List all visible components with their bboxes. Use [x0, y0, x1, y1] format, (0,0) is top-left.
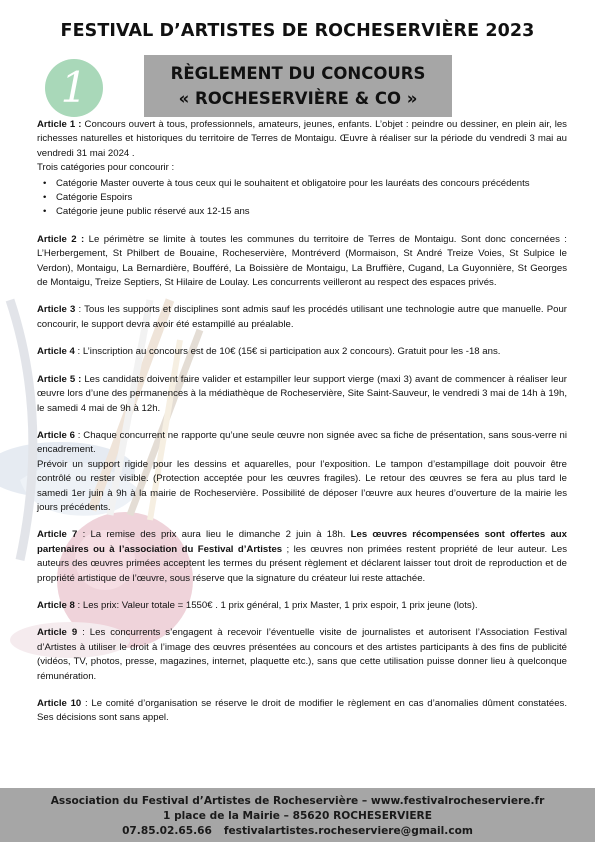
article-4-label: Article 4 — [37, 346, 75, 358]
article-3-text: : Tous les supports et disciplines sont admis sauf les procédés utilisant une technologie autre que manuelle. Pour concourir, le support devra avoir été estampillé au préalable. — [37, 304, 567, 330]
rules-title-line2: « ROCHESERVIÈRE & CO » — [178, 89, 418, 108]
page-title: FESTIVAL D’ARTISTES DE ROCHESERVIÈRE 2023 — [60, 21, 535, 41]
category-jeune-public: • Catégorie jeune public réservé aux 12-15 ans — [43, 205, 567, 219]
article-6 — [37, 429, 567, 515]
footer-contact — [0, 788, 595, 842]
rules-title-box — [144, 55, 452, 117]
article-7-bold-text: Les œuvres récompensées sont offertes aux partenaires ou à l’association du Festival d’Artistes — [37, 529, 567, 555]
footer-contact-line — [0, 824, 595, 839]
article-5-label: Article 5 : — [37, 373, 82, 385]
categories-intro: Trois catégories pour concourir : — [37, 162, 175, 174]
article-9-label: Article 9 — [37, 627, 78, 639]
number-one-badge: 1 — [45, 59, 103, 117]
category-espoirs: • Catégorie Espoirs — [43, 191, 567, 205]
article-3-label: Article 3 — [37, 304, 76, 316]
footer-association: Association du Festival d’Artistes de Rocheservière – www.festivalrocheserviere.fr — [50, 795, 545, 807]
article-3 — [37, 303, 567, 332]
rules-body — [37, 118, 567, 739]
article-6-text-2: Prévoir un support rigide pour les dessins et aquarelles, pour l’exposition. Le tampon d’estampillage doit pouvoir être contrôlé ou rester visible. (Protection acceptée pour les œuvres fragiles). Le retour des œuvres se fera au plus tard le samedi 1er juin à 9h à la mairie de Rocheservière. Possibilité de déposer l’œuvre aux heures d’ouverture de la mairie les jours précédents. — [37, 458, 567, 513]
article-1-text: Concours ouvert à tous, professionnels, amateurs, jeunes, enfants. L’objet : peindre ou dessiner, en plein air, les richesses naturelles et historiques du territoire de Terres de Montaigu. Œuvre à réaliser sur la période du vendredi 3 mai au vendredi 31 mai 2024 . — [37, 119, 567, 159]
category-master: • Catégorie Master ouverte à tous ceux qui le souhaitent et obligatoire pour les lauréats des concours précédents — [43, 177, 567, 191]
rules-title-line1: RÈGLEMENT DU CONCOURS — [170, 64, 426, 83]
footer-email: festivalartistes.rocheserviere@gmail.com — [223, 825, 473, 837]
article-7 — [37, 528, 567, 586]
article-1 — [37, 118, 567, 220]
footer-phone: 07.85.02.65.66 — [122, 825, 212, 837]
article-2-label: Article 2 : — [37, 233, 85, 245]
article-8-text: : Les prix: Valeur totale = 1550€ . 1 prix général, 1 prix Master, 1 prix espoir, 1 prix jeune (lots). — [74, 599, 478, 611]
article-7-label: Article 7 — [37, 529, 78, 541]
article-2 — [37, 233, 567, 291]
article-5-text: Les candidats doivent faire valider et estampiller leur support vierge (maxi 3) avant de commencer à réaliser leur œuvre lors d’une des permanences à la médiathèque de Rocheservière, Site Saint-Sauveur, le vendredi 3 mai de 14h à 19h, le samedi 4 mai de 9h à 12h. — [37, 373, 567, 414]
categories-list — [43, 177, 567, 220]
article-6-text: : Chaque concurrent ne rapporte qu’une seule œuvre non signée avec sa fiche de présentation, sans sous-verre ni encadrement. — [37, 429, 567, 456]
article-4 — [37, 345, 567, 359]
article-9-text: : Les concurrents s’engagent à recevoir l’éventuelle visite de journalistes et autorisent l’Association Festival d’Artistes à utiliser le droit à l’image des œuvres présentées au concours et des artistes participants à des fins de publicité (vidéos, TV, photos, presse, magazines, internet, plaquette etc.), sans que cette utilisation puisse donner lieu à quelconque rémunération. — [37, 627, 567, 682]
article-10 — [37, 697, 567, 726]
article-8-label: Article 8 — [37, 599, 75, 611]
brush-stroke-icon — [10, 300, 33, 560]
article-1-label: Article 1 : — [37, 119, 82, 130]
article-2-text: Le périmètre se limite à toutes les communes du territoire de Terres de Montaigu. Sont donc concernées : L’Herbergement, St Philbert de Bouaine, Rocheservière, Montréverd (Mormaison, St André Treize Voies, St Sulpice le Verdon), Montaigu, La Bernardière, Boufféré, La Boissière de Montaigu, La Bruffière, Cugand, La Guyonnière, St Georges de Montaigu, Treize Septiers, St Hilaire de Loulay. Les concurrents veilleront au respect des espaces privés. — [37, 233, 567, 289]
article-5 — [37, 373, 567, 416]
article-10-label: Article 10 — [37, 698, 82, 709]
article-4-text: : L’inscription au concours est de 10€ (15€ si participation aux 2 concours). Gratuit pour les -18 ans. — [74, 346, 501, 358]
footer-address: 1 place de la Mairie – 85620 ROCHESERVIERE — [163, 810, 432, 822]
article-7-text-a: : La remise des prix aura lieu le dimanche 2 juin à 18h. — [77, 529, 351, 541]
article-6-label: Article 6 — [37, 429, 75, 441]
article-10-text: : Le comité d’organisation se réserve le droit de modifier le règlement en cas d’anomalies dûment constatées. Ses décisions sont sans appel. — [37, 698, 567, 724]
article-8 — [37, 599, 567, 613]
article-7-text-b: ; les œuvres non primées restent propriété de leur auteur. Les auteurs des œuvres primées acceptent les termes du présent règlement et déclarent laisser tout droit de reproduction et de propriété artistique de l’œuvre, sous réserve que la signature du créateur lui reste attachée. — [37, 543, 567, 584]
article-9 — [37, 626, 567, 684]
